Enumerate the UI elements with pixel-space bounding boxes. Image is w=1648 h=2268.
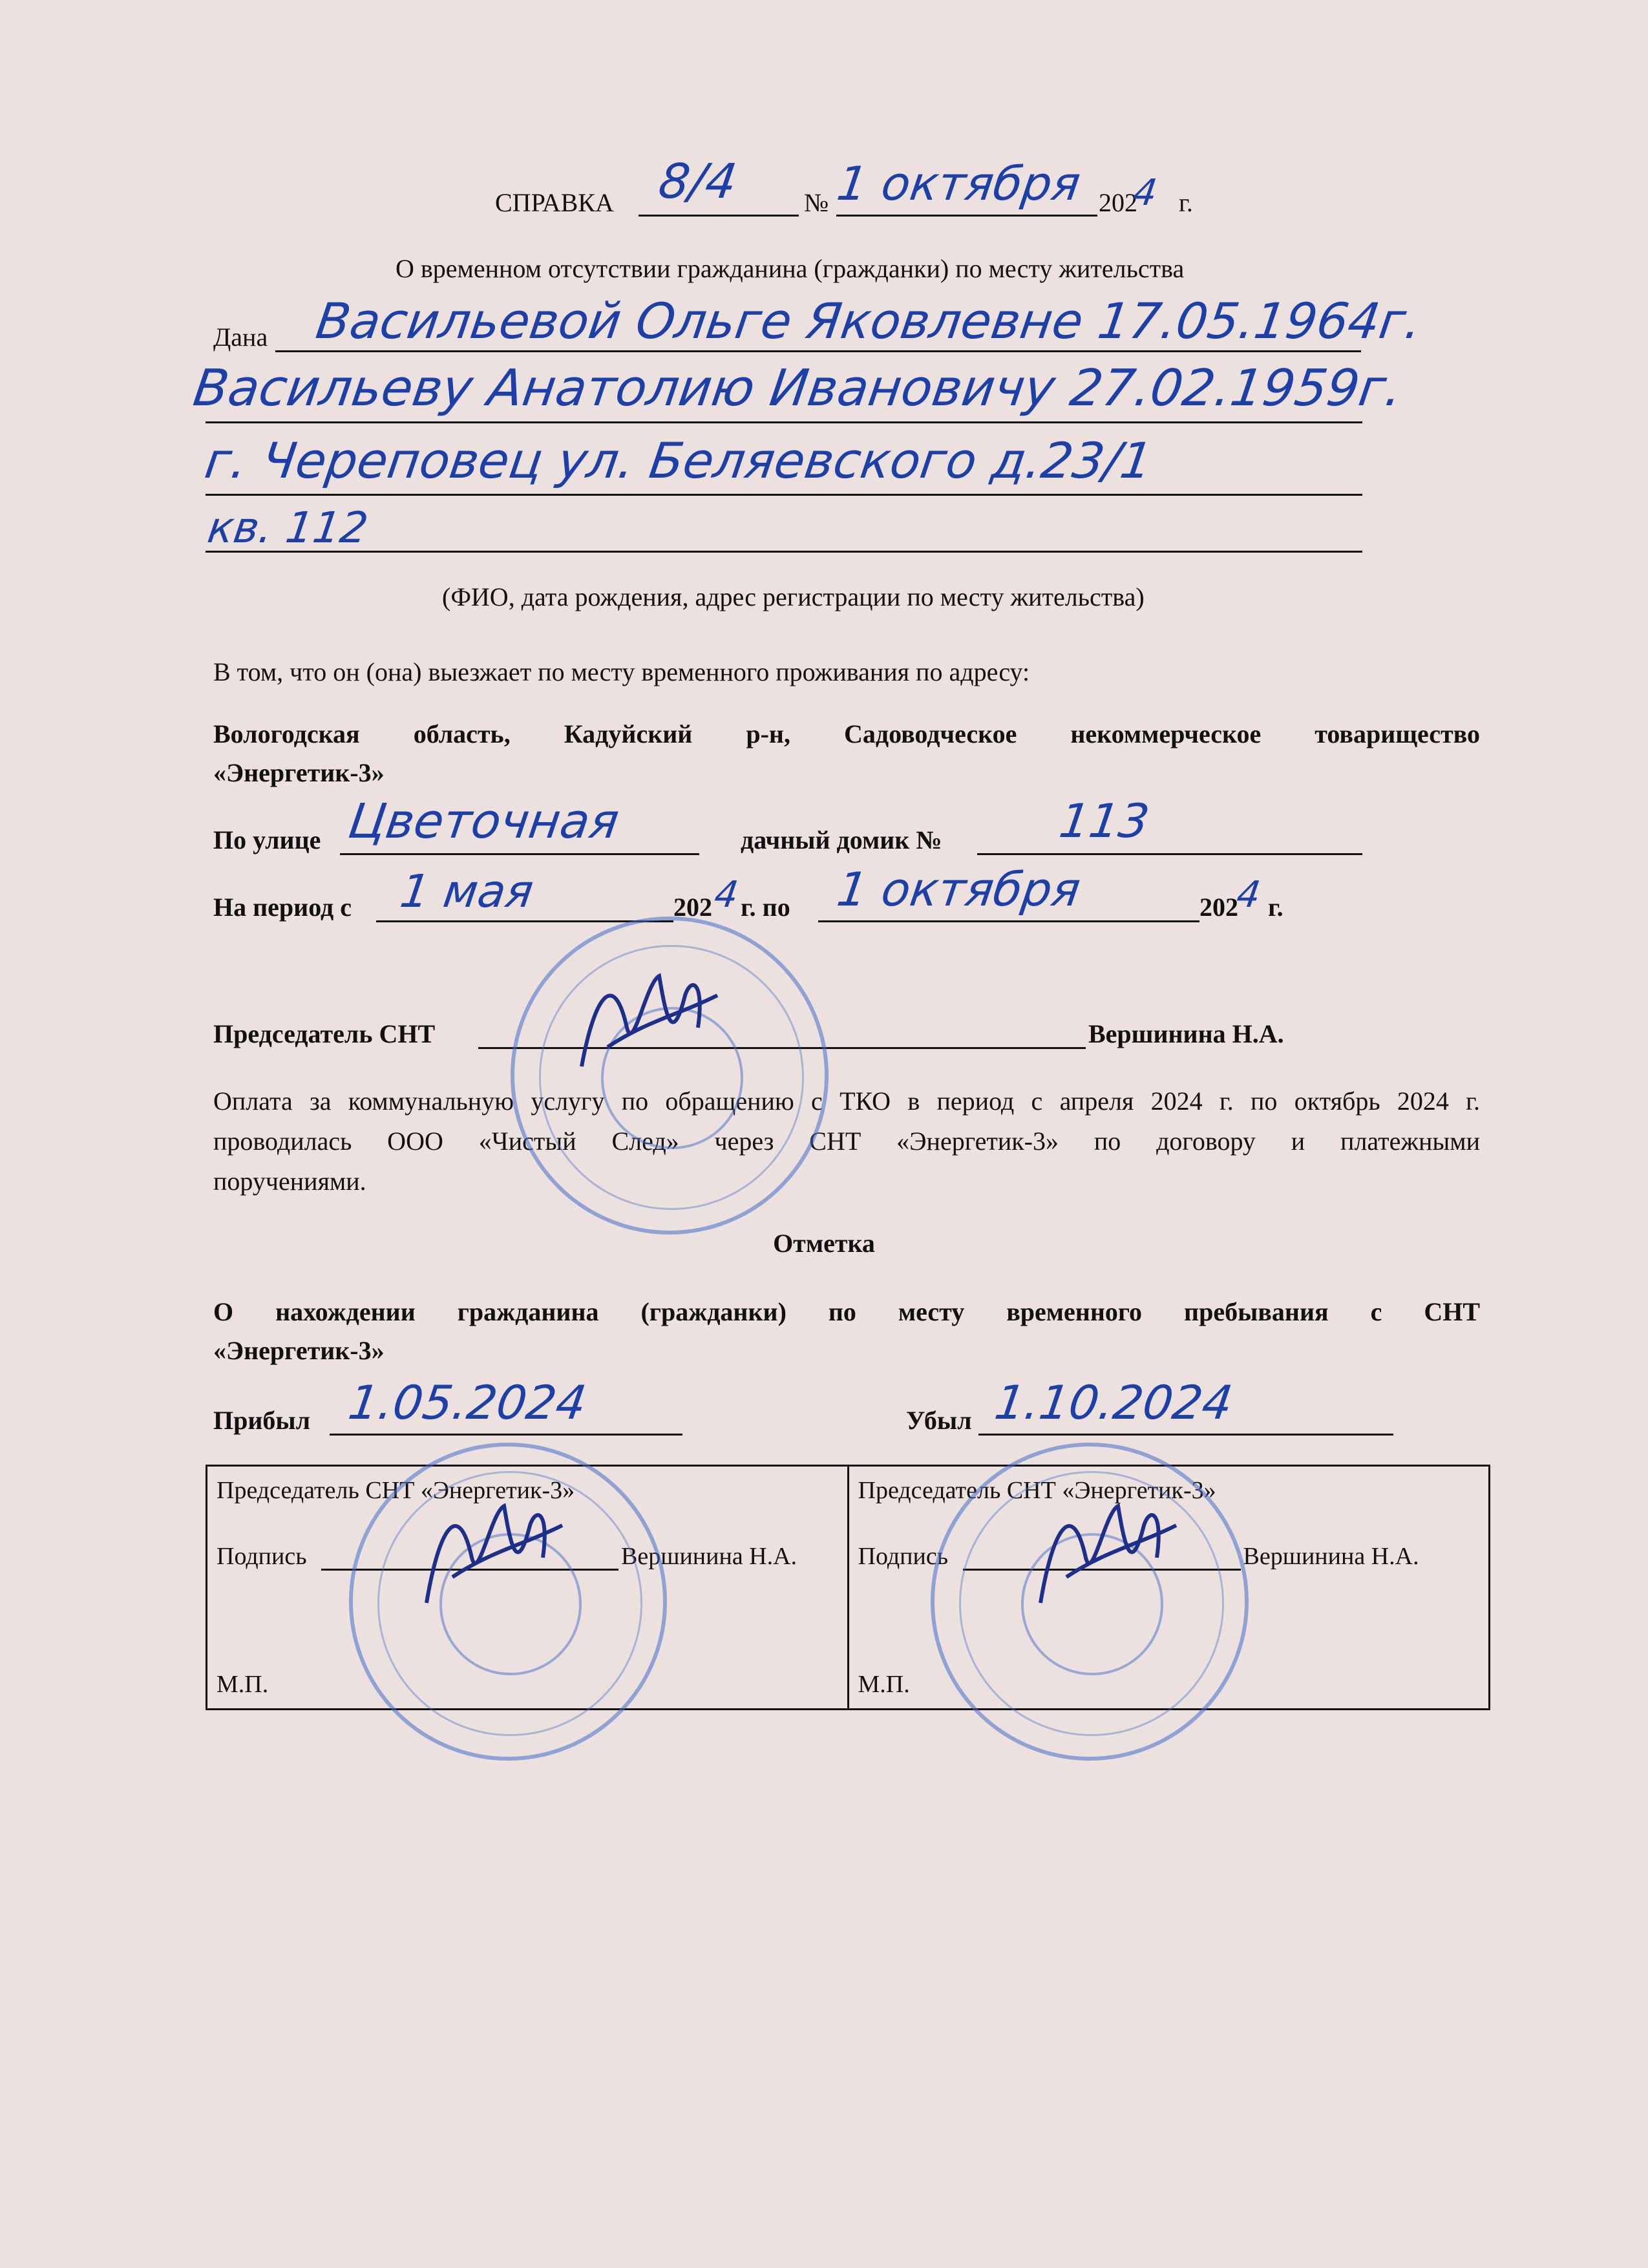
- period-to-year-prefix: 202: [1199, 893, 1238, 922]
- payment-line-1: Оплата за коммунальную услугу по обращению с ТКО в период с апреля 2024 г. по октябрь 2024 г.: [213, 1086, 1480, 1116]
- signature-scribble-3: [1028, 1480, 1183, 1622]
- house-field: [977, 820, 1362, 855]
- left-cell-sign-label: Подпись: [217, 1543, 307, 1570]
- period-to-label: г. по: [741, 893, 790, 922]
- payment-line-2: проводилась ООО «Чистый След» через СНТ «Энергетик-3» по договору и платежными: [213, 1127, 1480, 1156]
- right-cell-name: Вершинина Н.А.: [1243, 1543, 1419, 1570]
- issued-handwritten-1: Васильевой Ольге Яковлевне 17.05.1964г.: [312, 292, 1426, 350]
- issued-label: Дана: [213, 323, 268, 352]
- mark-heading: Отметка: [773, 1229, 875, 1258]
- departure-address-line-1: Вологодская область, Кадуйский р-н, Садоводческое некоммерческое товарищество: [213, 719, 1480, 748]
- street-handwritten: Цветочная: [344, 794, 622, 849]
- arrived-label: Прибыл: [213, 1406, 311, 1435]
- departure-intro: В том, что он (она) выезжает по месту временного проживания по адресу:: [213, 657, 1030, 686]
- issued-caption: (ФИО, дата рождения, адрес регистрации по месту жительства): [442, 582, 1145, 611]
- right-cell-sign-label: Подпись: [858, 1543, 949, 1570]
- signature-scribble-1: [569, 957, 724, 1086]
- signature-scribble-2: [414, 1480, 569, 1622]
- subtitle: О временном отсутствии гражданина (гражданки) по месту жительства: [396, 254, 1185, 283]
- house-label: дачный домик №: [741, 825, 942, 854]
- mark-text-line-2: «Энергетик-3»: [213, 1336, 385, 1365]
- period-from-year-handwritten: 4: [712, 874, 741, 916]
- period-to-year-handwritten: 4: [1234, 874, 1263, 916]
- mark-text-line-1: О нахождении гражданина (гражданки) по месту временного пребывания с СНТ: [213, 1297, 1480, 1326]
- period-from-handwritten: 1 мая: [397, 865, 537, 918]
- left-cell-title: Председатель СНТ «Энергетик-3»: [217, 1477, 575, 1504]
- header-title: СПРАВКА: [495, 188, 614, 217]
- street-label: По улице: [213, 825, 321, 854]
- issued-line-4: [206, 517, 1362, 553]
- arrived-handwritten: 1.05.2024: [345, 1375, 590, 1430]
- payment-line-3: поручениями.: [213, 1167, 366, 1196]
- left-cell-mp: М.П.: [217, 1671, 269, 1698]
- right-cell-mp: М.П.: [858, 1671, 910, 1698]
- right-cell-title: Председатель СНТ «Энергетик-3»: [858, 1477, 1216, 1504]
- year-handwritten: 4: [1130, 172, 1160, 214]
- year-suffix: г.: [1179, 188, 1193, 217]
- issued-handwritten-2: Васильеву Анатолию Ивановичу 27.02.1959г.: [189, 359, 1406, 418]
- issued-handwritten-4: кв. 112: [204, 503, 372, 553]
- number-sign: №: [804, 188, 829, 217]
- left-cell-name: Вершинина Н.А.: [621, 1543, 798, 1570]
- chair-name: Вершинина Н.А.: [1088, 1019, 1284, 1048]
- period-to-handwritten: 1 октября: [834, 862, 1084, 917]
- period-from-year-prefix: 202: [673, 893, 712, 922]
- house-handwritten: 113: [1056, 794, 1153, 848]
- left-label: Убыл: [906, 1406, 972, 1435]
- issued-handwritten-3: г. Череповец ул. Беляевского д.23/1: [201, 432, 1156, 489]
- left-handwritten: 1.10.2024: [991, 1375, 1236, 1430]
- chair-label: Председатель СНТ: [213, 1019, 436, 1048]
- year-prefix: 202: [1099, 188, 1137, 217]
- period-to-year-suffix: г.: [1268, 893, 1284, 922]
- date-handwritten: 1 октября: [834, 156, 1084, 211]
- departure-address-line-2: «Энергетик-3»: [213, 758, 385, 787]
- number-handwritten: 8/4: [655, 154, 741, 209]
- period-label: На период с: [213, 893, 352, 922]
